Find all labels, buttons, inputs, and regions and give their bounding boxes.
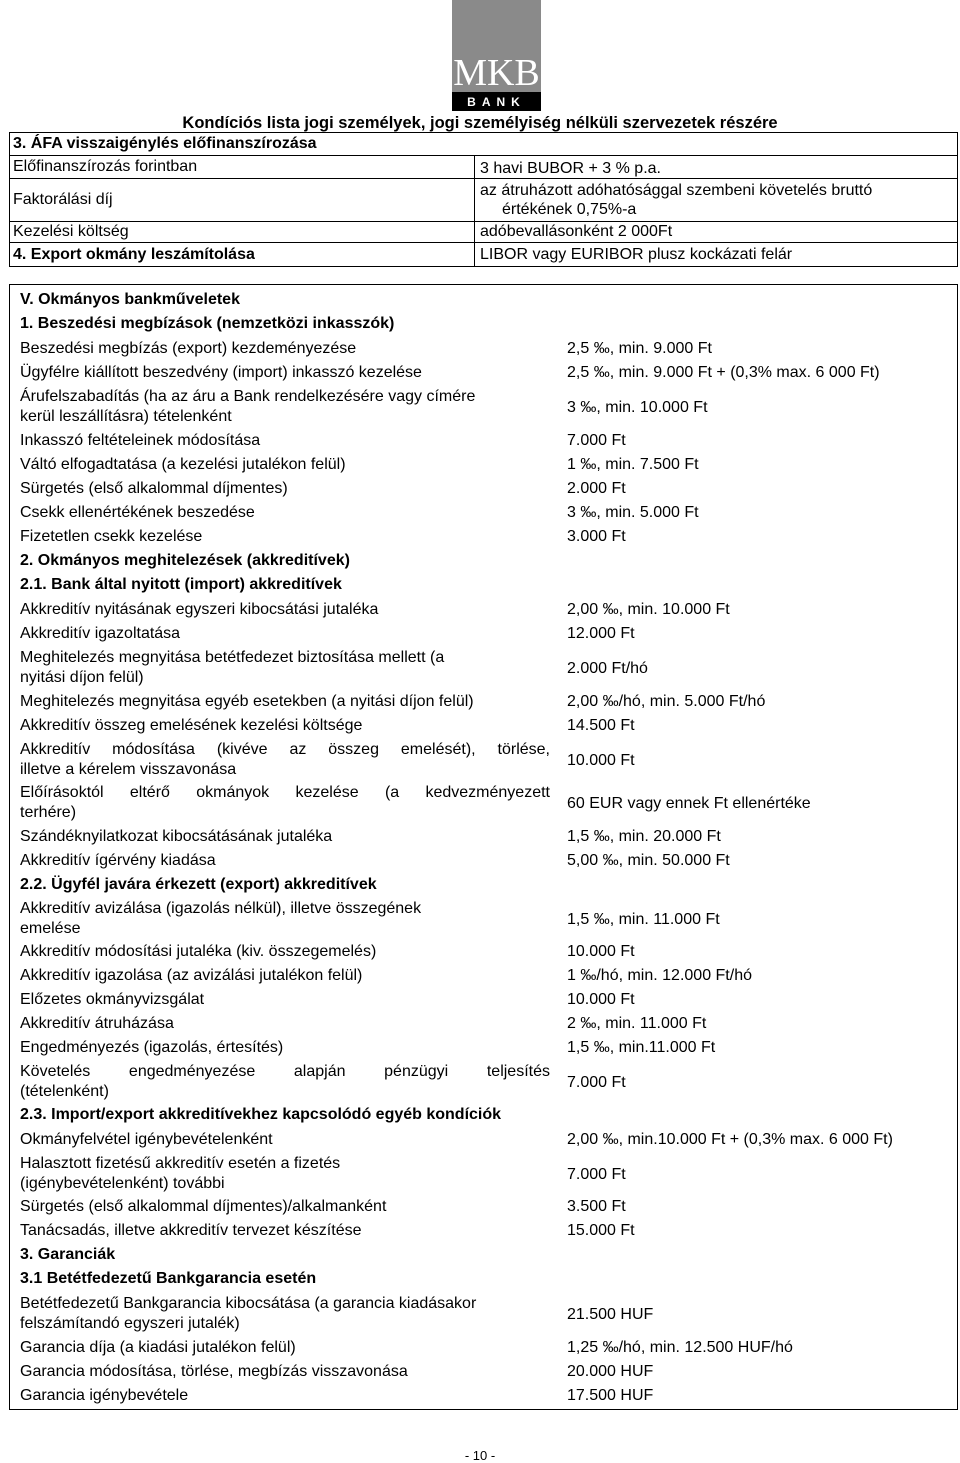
row-label: Tanácsadás, illetve akkreditív tervezet készítése [20, 1222, 362, 1239]
mkb-bank-logo [452, 0, 541, 111]
row-label: Csekk ellenértékének beszedése [20, 504, 255, 521]
row-value: 17.500 HUF [567, 1387, 654, 1404]
row-value: adóbevallásonként 2 000Ft [480, 223, 673, 240]
row-value: 2,5 ‰, min. 9.000 Ft + (0,3% max. 6 000 Ft) [567, 364, 880, 381]
row-label-line: nyitási díjon felül) [20, 669, 144, 686]
row-value: 2.000 Ft [567, 480, 626, 497]
okmanyos-table [9, 284, 958, 1410]
subsection-heading: 2.2. Ügyfél javára érkezett (export) akkreditívek [20, 876, 377, 893]
row-value-line: értékének 0,75%-a [502, 201, 637, 218]
subsection-heading: 3. Garanciák [20, 1246, 116, 1263]
row-label: Meghitelezés megnyitása egyéb esetekben (a nyitási díjon felül) [20, 693, 474, 710]
row-value: 10.000 Ft [567, 991, 635, 1008]
row-label [20, 1154, 550, 1194]
row-label-line: terhére) [20, 804, 77, 821]
row-value: 12.000 Ft [567, 625, 635, 642]
row-value: 7.000 Ft [567, 1166, 626, 1183]
table-row [10, 222, 957, 243]
row-value: 3.500 Ft [567, 1198, 626, 1215]
row-value: 2 ‰, min. 11.000 Ft [567, 1015, 707, 1032]
table-row [10, 179, 957, 222]
row-label: Akkreditív nyitásának egyszeri kibocsátási jutaléka [20, 601, 379, 618]
row-label: Váltó elfogadtatása (a kezelési jutalékon felül) [20, 456, 346, 473]
row-label [20, 1062, 550, 1102]
row-label [20, 1294, 550, 1334]
row-label [20, 740, 550, 780]
row-label: Akkreditív ígérvény kiadása [20, 852, 216, 869]
row-label-line: Előírásoktól eltérő okmányok kezelése (a kedvezményezett [20, 784, 550, 801]
afa-table [9, 132, 958, 267]
row-label-line: kerül leszállításra) tételenként [20, 408, 232, 425]
row-label-line: Halasztott fizetésű akkreditív esetén a fizetés [20, 1155, 341, 1172]
subsection-heading: 2. Okmányos meghitelezések (akkreditívek) [20, 552, 350, 569]
row-label: Akkreditív igazolása (az avizálási jutalékon felül) [20, 967, 363, 984]
row-label: Akkreditív módosítási jutaléka (kiv. összegemelés) [20, 943, 377, 960]
afa-heading: 3. ÁFA visszaigénylés előfinanszírozása [13, 135, 317, 152]
row-value: 2,00 ‰, min.10.000 Ft + (0,3% max. 6 000 Ft) [567, 1131, 893, 1148]
row-label [20, 899, 550, 939]
row-label-line: (tételenként) [20, 1083, 109, 1100]
row-label: 4. Export okmány leszámítolása [10, 243, 475, 266]
page-number: - 10 - [464, 1448, 496, 1463]
row-value: 2,00 ‰/hó, min. 5.000 Ft/hó [567, 693, 766, 710]
row-label-line: Árufelszabadítás (ha az áru a Bank rendelkezésére vagy címére [20, 388, 476, 405]
row-value: 1,5 ‰, min. 11.000 Ft [567, 911, 720, 928]
row-label: Akkreditív átruházása [20, 1015, 174, 1032]
row-label-line: (igénybevételenként) további [20, 1175, 225, 1192]
row-value: 7.000 Ft [567, 432, 626, 449]
row-value: 15.000 Ft [567, 1222, 635, 1239]
row-value: 3 ‰, min. 5.000 Ft [567, 504, 699, 521]
row-label: Garancia díja (a kiadási jutalékon felül) [20, 1339, 296, 1356]
row-label-line: Követelés engedményezése alapján pénzügyi teljesítés [20, 1063, 550, 1080]
row-value: 1,5 ‰, min. 20.000 Ft [567, 828, 721, 845]
section-heading: V. Okmányos bankműveletek [20, 291, 240, 308]
row-label: Inkasszó feltételeinek módosítása [20, 432, 261, 449]
row-value: 2,00 ‰, min. 10.000 Ft [567, 601, 730, 618]
row-value: 21.500 HUF [567, 1306, 654, 1323]
row-value: 10.000 Ft [567, 752, 635, 769]
row-value: 1 ‰/hó, min. 12.000 Ft/hó [567, 967, 752, 984]
row-label-line: Akkreditív módosítása (kivéve az összeg emelését), törlése, [20, 741, 550, 758]
row-value-line: az átruházott adóhatósággal szembeni követelés bruttó [480, 182, 873, 199]
row-label-line: Akkreditív avizálása (igazolás nélkül), illetve összegének [20, 900, 422, 917]
row-label: Akkreditív összeg emelésének kezelési költsége [20, 717, 363, 734]
afa-heading-row [10, 133, 957, 156]
row-label: Fizetetlen csekk kezelése [20, 528, 203, 545]
row-label: Szándéknyilatkozat kibocsátásának jutaléka [20, 828, 333, 845]
row-value: 5,00 ‰, min. 50.000 Ft [567, 852, 730, 869]
row-value: 14.500 Ft [567, 717, 635, 734]
subsection-heading: 3.1 Betétfedezetű Bankgarancia esetén [20, 1270, 317, 1287]
row-label: Beszedési megbízás (export) kezdeményezése [20, 340, 357, 357]
row-label: Garancia módosítása, törlése, megbízás visszavonása [20, 1363, 408, 1380]
row-value: 3.000 Ft [567, 528, 626, 545]
row-value [475, 179, 957, 221]
row-label: Sürgetés (első alkalommal díjmentes) [20, 480, 288, 497]
row-label [20, 648, 550, 688]
row-label: Előfinanszírozás forintban [10, 156, 475, 178]
row-label: Faktorálási díj [10, 179, 475, 221]
row-label: Sürgetés (első alkalommal díjmentes)/alkalmanként [20, 1198, 387, 1215]
row-value: 10.000 Ft [567, 943, 635, 960]
row-value: 2,5 ‰, min. 9.000 Ft [567, 340, 712, 357]
row-label-line: felszámítandó egyszeri jutalék) [20, 1315, 240, 1332]
document-title: Kondíciós lista jogi személyek, jogi személyiség nélküli szervezetek részére [182, 114, 778, 132]
table-row [10, 243, 957, 266]
row-label: Okmányfelvétel igénybevételenként [20, 1131, 273, 1148]
row-label-line: Meghitelezés megnyitása betétfedezet biztosítása mellett (a [20, 649, 445, 666]
row-label: Előzetes okmányvizsgálat [20, 991, 205, 1008]
subsection-heading: 1. Beszedési megbízások (nemzetközi inkasszók) [20, 315, 395, 332]
row-label-line: Betétfedezetű Bankgarancia kibocsátása (a garancia kiadásakor [20, 1295, 477, 1312]
subsection-heading: 2.1. Bank által nyitott (import) akkreditívek [20, 576, 342, 593]
row-value: 7.000 Ft [567, 1074, 626, 1091]
table-row [10, 156, 957, 179]
row-value: 3 havi BUBOR + 3 % p.a. [480, 160, 661, 177]
row-label: Akkreditív igazoltatása [20, 625, 181, 642]
row-label: Engedményezés (igazolás, értesítés) [20, 1039, 284, 1056]
row-value: 1 ‰, min. 7.500 Ft [567, 456, 699, 473]
row-label: Kezelési költség [10, 222, 475, 242]
row-label-line: illetve a kérelem visszavonása [20, 761, 237, 778]
row-value: 2.000 Ft/hó [567, 660, 648, 677]
subsection-heading: 2.3. Import/export akkreditívekhez kapcsolódó egyéb kondíciók [20, 1106, 502, 1123]
row-label: Ügyfélre kiállított beszedvény (import) inkasszó kezelése [20, 364, 422, 381]
row-label: Garancia igénybevétele [20, 1387, 189, 1404]
logo-text-top: MKB [453, 52, 540, 94]
row-value: 20.000 HUF [567, 1363, 654, 1380]
row-value: 60 EUR vagy ennek Ft ellenértéke [567, 795, 811, 812]
row-label [20, 783, 550, 823]
row-value: 3 ‰, min. 10.000 Ft [567, 399, 708, 416]
logo-text-bottom: BANK [467, 95, 526, 109]
row-label-line: emelése [20, 920, 81, 937]
row-value: 1,25 ‰/hó, min. 12.500 HUF/hó [567, 1339, 793, 1356]
row-label [20, 387, 550, 427]
row-value: 1,5 ‰, min.11.000 Ft [567, 1039, 716, 1056]
row-value: LIBOR vagy EURIBOR plusz kockázati felár [480, 245, 793, 263]
